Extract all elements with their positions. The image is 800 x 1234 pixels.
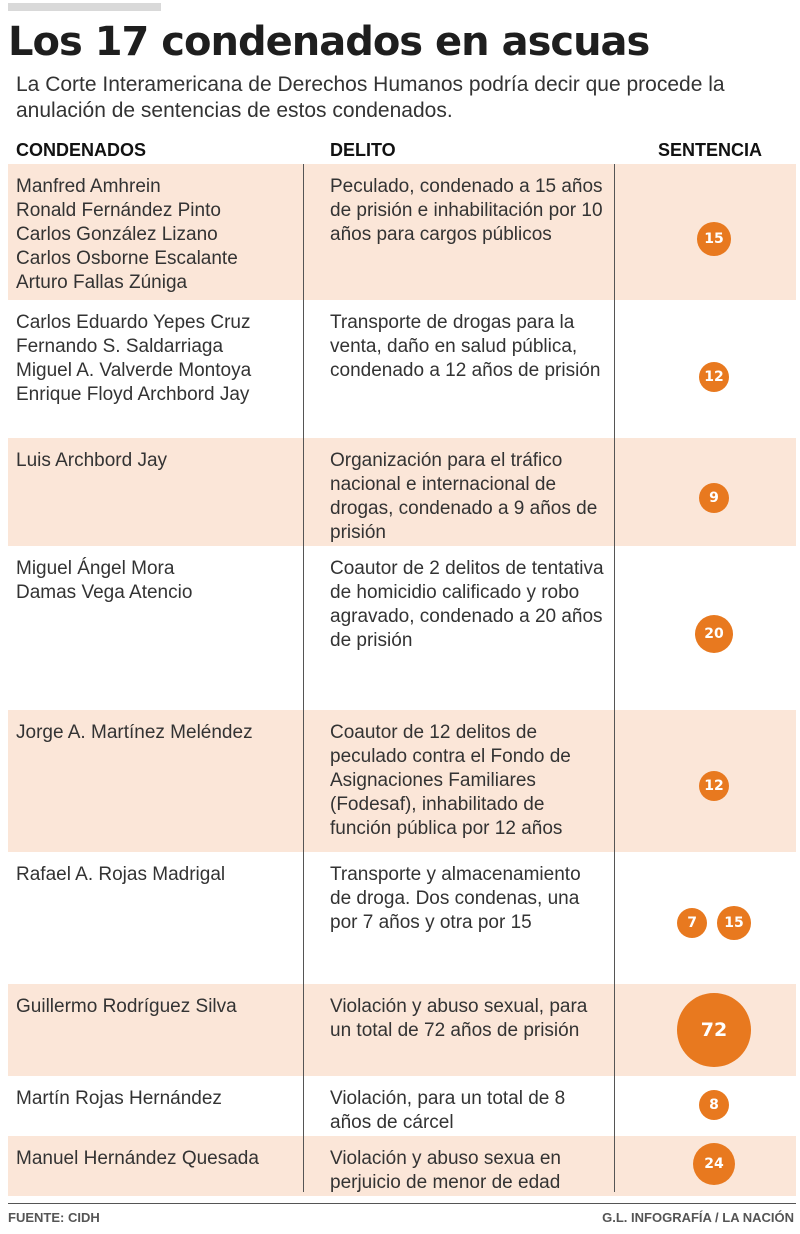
column-divider-right — [614, 164, 615, 1192]
sentence-bubble: 20 — [695, 615, 734, 654]
sentence-bubble: 15 — [697, 222, 731, 256]
condenado-name: Luis Archbord Jay — [16, 450, 168, 471]
condenado-name: Carlos Osborne Escalante — [16, 248, 238, 269]
sentence-bubble: 12 — [699, 362, 729, 392]
table-row — [8, 300, 796, 438]
condenado-name: Jorge A. Martínez Meléndez — [16, 722, 253, 743]
condenado-name: Fernando S. Saldarriaga — [16, 336, 224, 357]
condenados-cell — [16, 449, 301, 473]
delito-cell: Violación y abuso sexual, para un total de 72 años de prisión — [330, 996, 588, 1041]
subtitle: La Corte Interamericana de Derechos Humanos podría decir que procede la anulación de sentencias de estos condenados. — [16, 73, 725, 122]
condenado-name: Carlos González Lizano — [16, 224, 218, 245]
condenados-cell — [16, 1147, 301, 1171]
footer-divider — [8, 1203, 796, 1204]
table-row — [8, 710, 796, 852]
condenado-name: Guillermo Rodríguez Silva — [16, 996, 237, 1017]
condenado-name: Carlos Eduardo Yepes Cruz — [16, 312, 251, 333]
condenados-cell — [16, 863, 301, 887]
condenado-name: Miguel A. Valverde Montoya — [16, 360, 252, 381]
table-row — [8, 438, 796, 546]
sentence-bubble: 12 — [699, 771, 729, 801]
condenados-cell — [16, 721, 301, 745]
header-delito: DELITO — [330, 140, 396, 160]
top-accent-bar — [8, 3, 161, 11]
delito-cell: Violación y abuso sexua en perjuicio de menor de edad — [330, 1148, 561, 1193]
sentence-bubble: 8 — [699, 1090, 729, 1120]
source-note: FUENTE: CIDH — [8, 1210, 100, 1225]
condenado-name: Manuel Hernández Quesada — [16, 1148, 259, 1169]
delito-cell: Transporte de drogas para la venta, daño en salud pública, condenado a 12 años de prisión — [330, 312, 601, 381]
condenado-name: Manfred Amhrein — [16, 176, 161, 197]
condenado-name: Damas Vega Atencio — [16, 582, 193, 603]
delito-cell: Coautor de 12 delitos de peculado contra el Fondo de Asignaciones Familiares (Fodesaf), inhabilitado de función pública por 12 años — [330, 722, 571, 839]
condenados-cell — [16, 175, 301, 295]
condenados-cell — [16, 1087, 301, 1111]
table-row — [8, 546, 796, 710]
sentence-bubble: 72 — [677, 993, 751, 1067]
table-row — [8, 164, 796, 300]
condenados-cell — [16, 995, 301, 1019]
delito-cell: Peculado, condenado a 15 años de prisión e inhabilitación por 10 años para cargos públicos — [330, 176, 603, 245]
header-condenados: CONDENADOS — [16, 140, 147, 160]
delito-cell: Organización para el tráfico nacional e internacional de drogas, condenado a 9 años de prisión — [330, 450, 598, 543]
page-title: Los 17 condenados en ascuas — [8, 19, 650, 65]
sentence-bubble: 24 — [693, 1143, 736, 1186]
delito-cell: Transporte y almacenamiento de droga. Dos condenas, una por 7 años y otra por 15 — [330, 864, 581, 933]
condenado-name: Ronald Fernández Pinto — [16, 200, 221, 221]
credit-note: G.L. INFOGRAFÍA / LA NACIÓN — [602, 1210, 794, 1225]
condenados-cell — [16, 311, 301, 407]
condenado-name: Martín Rojas Hernández — [16, 1088, 222, 1109]
sentence-bubble: 9 — [699, 483, 729, 513]
sentence-bubble: 7 — [677, 908, 707, 938]
delito-cell: Violación, para un total de 8 años de cárcel — [330, 1088, 566, 1133]
table-row — [8, 1076, 796, 1136]
condenado-name: Enrique Floyd Archbord Jay — [16, 384, 250, 405]
delito-cell: Coautor de 2 delitos de tentativa de homicidio calificado y robo agravado, condenado a 20 años de prisión — [330, 558, 604, 651]
table-row — [8, 1136, 796, 1196]
condenado-name: Rafael A. Rojas Madrigal — [16, 864, 226, 885]
condenados-cell — [16, 557, 301, 605]
condenado-name: Arturo Fallas Zúniga — [16, 272, 188, 293]
condenado-name: Miguel Ángel Mora — [16, 558, 175, 579]
column-divider-left — [303, 164, 304, 1192]
header-sentencia: SENTENCIA — [658, 140, 763, 160]
sentence-bubble: 15 — [717, 906, 751, 940]
